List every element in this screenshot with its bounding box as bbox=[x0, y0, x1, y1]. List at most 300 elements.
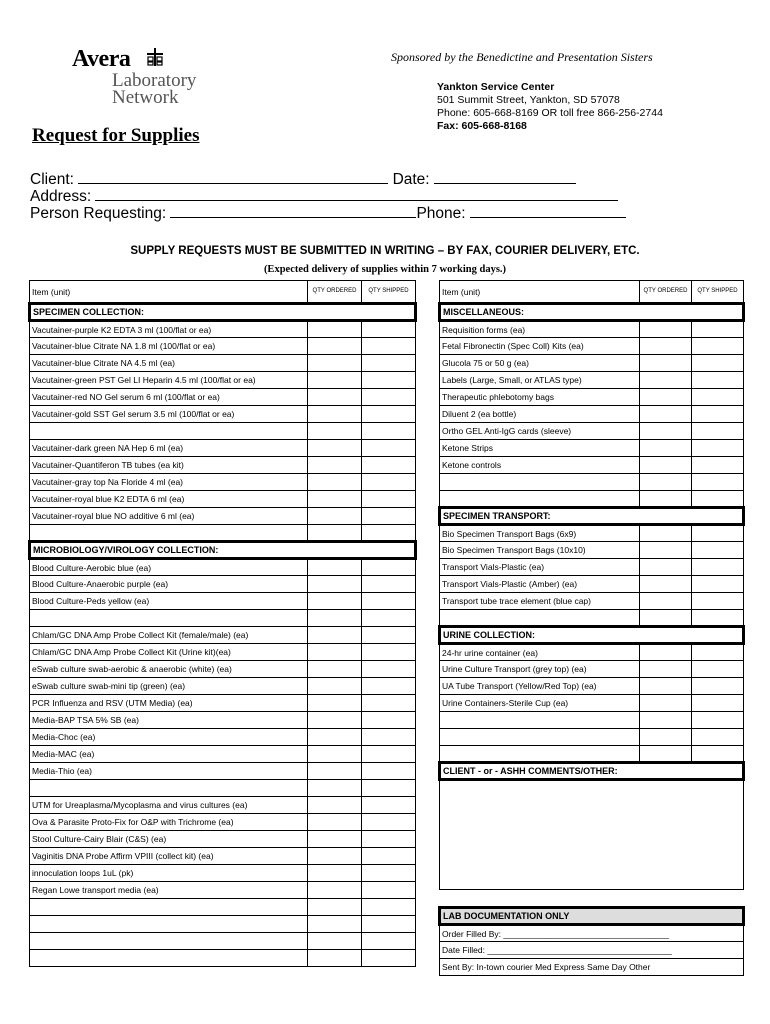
item-header: Item (unit) bbox=[30, 281, 308, 304]
table-row bbox=[30, 848, 416, 865]
table-row bbox=[30, 610, 416, 627]
comments-section-title: CLIENT - or - ASHH COMMENTS/OTHER: bbox=[440, 763, 744, 780]
item-label: Vacutainer-blue Citrate NA 4.5 ml (ea) bbox=[30, 355, 308, 372]
misc-section-title: MISCELLANEOUS: bbox=[440, 304, 744, 321]
table-row bbox=[30, 457, 416, 474]
table-row bbox=[30, 525, 416, 542]
center-address: 501 Summit Street, Yankton, SD 57078 bbox=[437, 94, 620, 106]
table-row bbox=[440, 440, 744, 457]
qty-shipped-cell[interactable] bbox=[362, 372, 416, 389]
specimen-items bbox=[30, 321, 416, 542]
item-label: Bio Specimen Transport Bags (10x10) bbox=[440, 542, 640, 559]
item-label: Regan Lowe transport media (ea) bbox=[30, 882, 308, 899]
qty-ordered-cell[interactable] bbox=[640, 440, 692, 457]
qty-ordered-cell[interactable] bbox=[308, 576, 362, 593]
qty-shipped-cell[interactable] bbox=[692, 593, 744, 610]
qty-shipped-cell[interactable] bbox=[692, 729, 744, 746]
table-row bbox=[30, 831, 416, 848]
qty-ordered-cell[interactable] bbox=[308, 950, 362, 967]
table-row bbox=[440, 678, 744, 695]
phone-label: Phone: bbox=[416, 205, 466, 222]
qty-shipped-cell[interactable] bbox=[692, 355, 744, 372]
logo-line-1: Laboratory bbox=[112, 70, 197, 91]
table-row bbox=[440, 644, 744, 661]
qty-ordered-cell[interactable] bbox=[308, 678, 362, 695]
person-field[interactable] bbox=[170, 204, 416, 218]
qty-ordered-cell[interactable] bbox=[308, 814, 362, 831]
right-header-row bbox=[440, 281, 744, 304]
item-label bbox=[30, 423, 308, 440]
table-row bbox=[440, 525, 744, 542]
qty-shipped-cell[interactable] bbox=[692, 576, 744, 593]
qty-shipped-cell[interactable] bbox=[362, 508, 416, 525]
qty-ordered-cell[interactable] bbox=[308, 899, 362, 916]
table-row bbox=[440, 542, 744, 559]
table-row bbox=[30, 423, 416, 440]
table-row bbox=[440, 355, 744, 372]
qty-shipped-cell[interactable] bbox=[692, 661, 744, 678]
order-filled-by[interactable]: Order Filled By: ___________________________________ bbox=[440, 925, 744, 942]
table-row bbox=[440, 457, 744, 474]
qty-shipped-cell[interactable] bbox=[692, 321, 744, 338]
item-label: Vacutainer-royal blue K2 EDTA 6 ml (ea) bbox=[30, 491, 308, 508]
table-row bbox=[30, 797, 416, 814]
micro-section-row bbox=[30, 542, 416, 559]
item-label: Ketone Strips bbox=[440, 440, 640, 457]
qty-ordered-cell[interactable] bbox=[308, 780, 362, 797]
qty-shipped-cell[interactable] bbox=[692, 746, 744, 763]
qty-ordered-cell[interactable] bbox=[640, 729, 692, 746]
item-label: Vacutainer-royal blue NO additive 6 ml (ea) bbox=[30, 508, 308, 525]
phone-field[interactable] bbox=[470, 204, 626, 218]
qty-ordered-cell[interactable] bbox=[308, 763, 362, 780]
qty-shipped-cell[interactable] bbox=[362, 678, 416, 695]
qty-shipped-cell[interactable] bbox=[362, 712, 416, 729]
qty-ordered-cell[interactable] bbox=[640, 406, 692, 423]
qty-ordered-cell[interactable] bbox=[308, 593, 362, 610]
logo-name: Avera bbox=[72, 46, 131, 72]
item-label: Vacutainer-Quantiferon TB tubes (ea kit) bbox=[30, 457, 308, 474]
qty-ordered-cell[interactable] bbox=[308, 661, 362, 678]
qty-shipped-cell[interactable] bbox=[362, 491, 416, 508]
submission-notice: SUPPLY REQUESTS MUST BE SUBMITTED IN WRITING – BY FAX, COURIER DELIVERY, ETC. bbox=[130, 245, 640, 257]
qty-shipped-cell[interactable] bbox=[362, 763, 416, 780]
qty-ordered-cell[interactable] bbox=[308, 508, 362, 525]
qty-shipped-cell[interactable] bbox=[692, 389, 744, 406]
comments-area-row bbox=[440, 780, 744, 890]
table-row bbox=[440, 338, 744, 355]
left-header-row bbox=[30, 281, 416, 304]
table-row bbox=[30, 933, 416, 950]
item-label: Media-Choc (ea) bbox=[30, 729, 308, 746]
qty-ordered-cell[interactable] bbox=[640, 355, 692, 372]
qty-ordered-cell[interactable] bbox=[308, 848, 362, 865]
item-label: innoculation loops 1uL (pk) bbox=[30, 865, 308, 882]
misc-items bbox=[440, 321, 744, 508]
qty-ordered-cell[interactable] bbox=[640, 457, 692, 474]
item-label bbox=[30, 610, 308, 627]
qty-shipped-cell[interactable] bbox=[362, 559, 416, 576]
item-label bbox=[440, 491, 640, 508]
qty-ordered-cell[interactable] bbox=[308, 474, 362, 491]
table-row bbox=[30, 644, 416, 661]
qty-ordered-cell[interactable] bbox=[640, 542, 692, 559]
table-row bbox=[440, 321, 744, 338]
qty-shipped-cell[interactable] bbox=[362, 661, 416, 678]
qty-ordered-cell[interactable] bbox=[308, 831, 362, 848]
item-label: Media-BAP TSA 5% SB (ea) bbox=[30, 712, 308, 729]
item-label bbox=[30, 916, 308, 933]
table-row bbox=[30, 780, 416, 797]
lab-section-row bbox=[440, 908, 744, 925]
qty-ordered-cell[interactable] bbox=[640, 644, 692, 661]
qty-ordered-cell[interactable] bbox=[640, 661, 692, 678]
table-row bbox=[440, 746, 744, 763]
item-label bbox=[440, 610, 640, 627]
qty-shipped-cell[interactable] bbox=[362, 440, 416, 457]
table-row bbox=[30, 491, 416, 508]
qty-ordered-cell[interactable] bbox=[308, 933, 362, 950]
qty-ordered-header: QTY ORDERED bbox=[308, 281, 362, 304]
micro-section-title: MICROBIOLOGY/VIROLOGY COLLECTION: bbox=[30, 542, 416, 559]
item-label bbox=[30, 899, 308, 916]
item-label: Diluent 2 (ea bottle) bbox=[440, 406, 640, 423]
qty-shipped-cell[interactable] bbox=[362, 644, 416, 661]
qty-shipped-cell[interactable] bbox=[362, 933, 416, 950]
item-label: PCR Influenza and RSV (UTM Media) (ea) bbox=[30, 695, 308, 712]
client-label: Client: bbox=[30, 171, 74, 188]
item-label: Ova & Parasite Proto-Fix for O&P with Trichrome (ea) bbox=[30, 814, 308, 831]
item-label: Urine Culture Transport (grey top) (ea) bbox=[440, 661, 640, 678]
address-label: Address: bbox=[30, 188, 92, 205]
table-row bbox=[30, 355, 416, 372]
page-title: Request for Supplies bbox=[32, 125, 200, 146]
qty-ordered-cell[interactable] bbox=[308, 406, 362, 423]
qty-ordered-cell[interactable] bbox=[308, 338, 362, 355]
item-label: Chlam/GC DNA Amp Probe Collect Kit (Urine kit)(ea) bbox=[30, 644, 308, 661]
item-label: Vacutainer-gold SST Gel serum 3.5 ml (100/flat or ea) bbox=[30, 406, 308, 423]
qty-shipped-header-right: QTY SHIPPED bbox=[692, 281, 744, 304]
item-label: Transport tube trace element (blue cap) bbox=[440, 593, 640, 610]
table-row bbox=[440, 474, 744, 491]
table-row bbox=[30, 678, 416, 695]
qty-shipped-cell[interactable] bbox=[692, 525, 744, 542]
qty-shipped-cell[interactable] bbox=[362, 338, 416, 355]
qty-ordered-cell[interactable] bbox=[640, 559, 692, 576]
item-label bbox=[30, 525, 308, 542]
table-row bbox=[30, 882, 416, 899]
table-row bbox=[30, 729, 416, 746]
qty-shipped-cell[interactable] bbox=[362, 576, 416, 593]
table-row bbox=[30, 865, 416, 882]
date-field[interactable] bbox=[434, 170, 576, 184]
sent-by-row bbox=[440, 959, 744, 976]
qty-ordered-cell[interactable] bbox=[640, 321, 692, 338]
micro-items bbox=[30, 559, 416, 967]
item-label: Blood Culture-Aerobic blue (ea) bbox=[30, 559, 308, 576]
delivery-notice: (Expected delivery of supplies within 7 working days.) bbox=[263, 264, 507, 275]
logo-line-2: Network bbox=[112, 87, 179, 108]
item-label: Therapeutic phlebotomy bags bbox=[440, 389, 640, 406]
qty-shipped-cell[interactable] bbox=[692, 678, 744, 695]
item-label: 24-hr urine container (ea) bbox=[440, 644, 640, 661]
qty-shipped-cell[interactable] bbox=[692, 695, 744, 712]
item-label: Vacutainer-dark green NA Hep 6 ml (ea) bbox=[30, 440, 308, 457]
qty-shipped-cell[interactable] bbox=[692, 474, 744, 491]
specimen-section-title: SPECIMEN COLLECTION: bbox=[30, 304, 416, 321]
table-row bbox=[440, 661, 744, 678]
qty-ordered-cell[interactable] bbox=[640, 712, 692, 729]
item-label: Stool Culture-Cairy Blair (C&S) (ea) bbox=[30, 831, 308, 848]
qty-ordered-cell[interactable] bbox=[308, 355, 362, 372]
item-label: UTM for Ureaplasma/Mycoplasma and virus cultures (ea) bbox=[30, 797, 308, 814]
qty-ordered-cell[interactable] bbox=[308, 627, 362, 644]
qty-ordered-cell[interactable] bbox=[308, 525, 362, 542]
qty-shipped-cell[interactable] bbox=[362, 848, 416, 865]
qty-ordered-cell[interactable] bbox=[308, 559, 362, 576]
item-label bbox=[30, 950, 308, 967]
qty-ordered-cell[interactable] bbox=[640, 746, 692, 763]
qty-shipped-cell[interactable] bbox=[362, 355, 416, 372]
qty-shipped-cell[interactable] bbox=[362, 780, 416, 797]
item-label bbox=[440, 729, 640, 746]
qty-shipped-cell[interactable] bbox=[362, 457, 416, 474]
qty-shipped-cell[interactable] bbox=[362, 797, 416, 814]
urine-items bbox=[440, 644, 744, 763]
specimen-section-row bbox=[30, 304, 416, 321]
item-label: UA Tube Transport (Yellow/Red Top) (ea) bbox=[440, 678, 640, 695]
table-row bbox=[30, 814, 416, 831]
table-row bbox=[30, 593, 416, 610]
qty-shipped-cell[interactable] bbox=[692, 457, 744, 474]
item-label: Vacutainer-gray top Na Floride 4 ml (ea) bbox=[30, 474, 308, 491]
qty-shipped-cell[interactable] bbox=[362, 746, 416, 763]
person-row bbox=[30, 204, 626, 223]
qty-ordered-cell[interactable] bbox=[308, 372, 362, 389]
item-label: Blood Culture-Anaerobic purple (ea) bbox=[30, 576, 308, 593]
item-label: Blood Culture-Peds yellow (ea) bbox=[30, 593, 308, 610]
item-label: Transport Vials-Plastic (Amber) (ea) bbox=[440, 576, 640, 593]
item-label: Media-MAC (ea) bbox=[30, 746, 308, 763]
table-row bbox=[30, 406, 416, 423]
qty-shipped-cell[interactable] bbox=[362, 406, 416, 423]
qty-ordered-cell[interactable] bbox=[640, 491, 692, 508]
item-label: Transport Vials-Plastic (ea) bbox=[440, 559, 640, 576]
qty-shipped-cell[interactable] bbox=[692, 712, 744, 729]
qty-shipped-cell[interactable] bbox=[692, 372, 744, 389]
date-label: Date: bbox=[392, 171, 430, 188]
right-supply-table bbox=[438, 280, 745, 976]
table-row bbox=[30, 372, 416, 389]
item-label: Urine Containers-Sterile Cup (ea) bbox=[440, 695, 640, 712]
center-fax: Fax: 605-668-8168 bbox=[437, 120, 527, 132]
qty-shipped-cell[interactable] bbox=[692, 559, 744, 576]
table-row bbox=[30, 916, 416, 933]
client-field[interactable] bbox=[78, 170, 388, 184]
qty-ordered-cell[interactable] bbox=[640, 474, 692, 491]
table-row bbox=[440, 610, 744, 627]
qty-shipped-cell[interactable] bbox=[362, 474, 416, 491]
table-row bbox=[30, 508, 416, 525]
item-label: Ortho GEL Anti-IgG cards (sleeve) bbox=[440, 423, 640, 440]
date-filled[interactable]: Date Filled: _______________________________________ bbox=[440, 942, 744, 959]
table-row bbox=[30, 338, 416, 355]
spacer-row bbox=[440, 890, 744, 908]
center-phone: Phone: 605-668-8169 OR toll free 866-256-2744 bbox=[437, 107, 663, 119]
qty-ordered-cell[interactable] bbox=[308, 712, 362, 729]
qty-shipped-cell[interactable] bbox=[362, 831, 416, 848]
item-label: eSwab culture swab-aerobic & anaerobic (white) (ea) bbox=[30, 661, 308, 678]
lab-section-title: LAB DOCUMENTATION ONLY bbox=[440, 908, 744, 925]
transport-section-row bbox=[440, 508, 744, 525]
qty-shipped-cell[interactable] bbox=[362, 525, 416, 542]
qty-shipped-cell[interactable] bbox=[362, 593, 416, 610]
item-header-right: Item (unit) bbox=[440, 281, 640, 304]
item-label: Bio Specimen Transport Bags (6x9) bbox=[440, 525, 640, 542]
qty-shipped-cell[interactable] bbox=[362, 321, 416, 338]
item-label: Vacutainer-green PST Gel LI Heparin 4.5 ml (100/flat or ea) bbox=[30, 372, 308, 389]
item-label bbox=[30, 780, 308, 797]
item-label bbox=[30, 933, 308, 950]
table-row bbox=[440, 389, 744, 406]
address-field[interactable] bbox=[95, 187, 618, 201]
item-label: Media-Thio (ea) bbox=[30, 763, 308, 780]
date-filled-row bbox=[440, 942, 744, 959]
person-label: Person Requesting: bbox=[30, 205, 167, 222]
qty-ordered-cell[interactable] bbox=[308, 491, 362, 508]
qty-shipped-cell[interactable] bbox=[362, 814, 416, 831]
qty-shipped-cell[interactable] bbox=[362, 610, 416, 627]
item-label bbox=[440, 712, 640, 729]
qty-ordered-cell[interactable] bbox=[308, 610, 362, 627]
qty-shipped-cell[interactable] bbox=[362, 423, 416, 440]
table-row bbox=[440, 712, 744, 729]
qty-ordered-cell[interactable] bbox=[640, 423, 692, 440]
table-row bbox=[30, 321, 416, 338]
table-row bbox=[30, 389, 416, 406]
item-label: Vacutainer-red NO Gel serum 6 ml (100/flat or ea) bbox=[30, 389, 308, 406]
qty-ordered-cell[interactable] bbox=[640, 338, 692, 355]
qty-ordered-cell[interactable] bbox=[308, 457, 362, 474]
table-row bbox=[440, 491, 744, 508]
avera-logo bbox=[72, 44, 222, 106]
table-row bbox=[30, 950, 416, 967]
qty-ordered-cell[interactable] bbox=[308, 644, 362, 661]
table-row bbox=[440, 406, 744, 423]
center-name: Yankton Service Center bbox=[437, 81, 555, 93]
item-label: Vacutainer-blue Citrate NA 1.8 ml (100/flat or ea) bbox=[30, 338, 308, 355]
table-row bbox=[30, 746, 416, 763]
qty-shipped-cell[interactable] bbox=[692, 491, 744, 508]
qty-shipped-cell[interactable] bbox=[362, 882, 416, 899]
logo-cross-icon bbox=[147, 48, 163, 66]
table-row bbox=[440, 423, 744, 440]
table-row bbox=[30, 440, 416, 457]
table-row bbox=[440, 372, 744, 389]
qty-shipped-cell[interactable] bbox=[362, 950, 416, 967]
qty-shipped-cell[interactable] bbox=[362, 916, 416, 933]
qty-ordered-header-right: QTY ORDERED bbox=[640, 281, 692, 304]
item-label: Vaginitis DNA Probe Affirm VPIII (collect kit) (ea) bbox=[30, 848, 308, 865]
urine-section-row bbox=[440, 627, 744, 644]
table-row bbox=[30, 899, 416, 916]
table-row bbox=[440, 695, 744, 712]
qty-ordered-cell[interactable] bbox=[308, 865, 362, 882]
qty-ordered-cell[interactable] bbox=[640, 610, 692, 627]
qty-ordered-cell[interactable] bbox=[640, 389, 692, 406]
table-row bbox=[440, 593, 744, 610]
qty-shipped-cell[interactable] bbox=[692, 542, 744, 559]
qty-shipped-cell[interactable] bbox=[692, 406, 744, 423]
table-row bbox=[30, 712, 416, 729]
qty-ordered-cell[interactable] bbox=[308, 321, 362, 338]
table-row bbox=[440, 576, 744, 593]
transport-section-title: SPECIMEN TRANSPORT: bbox=[440, 508, 744, 525]
table-row bbox=[30, 474, 416, 491]
qty-ordered-cell[interactable] bbox=[308, 746, 362, 763]
qty-shipped-cell[interactable] bbox=[362, 627, 416, 644]
table-row bbox=[30, 559, 416, 576]
urine-section-title: URINE COLLECTION: bbox=[440, 627, 744, 644]
qty-ordered-cell[interactable] bbox=[640, 576, 692, 593]
qty-ordered-cell[interactable] bbox=[640, 695, 692, 712]
left-supply-table bbox=[28, 280, 417, 967]
item-label: Vacutainer-purple K2 EDTA 3 ml (100/flat or ea) bbox=[30, 321, 308, 338]
qty-shipped-cell[interactable] bbox=[362, 899, 416, 916]
qty-shipped-cell[interactable] bbox=[692, 644, 744, 661]
qty-shipped-cell[interactable] bbox=[692, 423, 744, 440]
item-label bbox=[440, 474, 640, 491]
service-center-info bbox=[437, 81, 663, 133]
qty-ordered-cell[interactable] bbox=[640, 525, 692, 542]
table-row bbox=[440, 729, 744, 746]
item-label: eSwab culture swab-mini tip (green) (ea) bbox=[30, 678, 308, 695]
item-label: Ketone controls bbox=[440, 457, 640, 474]
qty-ordered-cell[interactable] bbox=[308, 440, 362, 457]
qty-shipped-cell[interactable] bbox=[692, 610, 744, 627]
table-row bbox=[30, 763, 416, 780]
order-filled-row bbox=[440, 925, 744, 942]
qty-ordered-cell[interactable] bbox=[308, 882, 362, 899]
qty-ordered-cell[interactable] bbox=[308, 916, 362, 933]
qty-ordered-cell[interactable] bbox=[308, 695, 362, 712]
qty-shipped-cell[interactable] bbox=[362, 389, 416, 406]
comments-section-row bbox=[440, 763, 744, 780]
item-label: Chlam/GC DNA Amp Probe Collect Kit (female/male) (ea) bbox=[30, 627, 308, 644]
comments-area[interactable] bbox=[440, 780, 744, 890]
qty-ordered-cell[interactable] bbox=[308, 423, 362, 440]
qty-shipped-cell[interactable] bbox=[362, 695, 416, 712]
qty-shipped-cell[interactable] bbox=[692, 440, 744, 457]
item-label: Requisition forms (ea) bbox=[440, 321, 640, 338]
sponsor-text: Sponsored by the Benedictine and Presentation Sisters bbox=[391, 50, 653, 64]
qty-ordered-cell[interactable] bbox=[640, 678, 692, 695]
table-row bbox=[30, 627, 416, 644]
table-row bbox=[440, 559, 744, 576]
qty-ordered-cell[interactable] bbox=[308, 389, 362, 406]
qty-ordered-cell[interactable] bbox=[640, 372, 692, 389]
qty-ordered-cell[interactable] bbox=[308, 797, 362, 814]
qty-ordered-cell[interactable] bbox=[308, 729, 362, 746]
table-row bbox=[30, 695, 416, 712]
misc-section-row bbox=[440, 304, 744, 321]
qty-shipped-cell[interactable] bbox=[362, 729, 416, 746]
qty-shipped-cell[interactable] bbox=[692, 338, 744, 355]
item-label bbox=[440, 746, 640, 763]
sent-by[interactable]: Sent By: In-town courier Med Express Same Day Other bbox=[440, 959, 744, 976]
qty-shipped-cell[interactable] bbox=[362, 865, 416, 882]
qty-ordered-cell[interactable] bbox=[640, 593, 692, 610]
